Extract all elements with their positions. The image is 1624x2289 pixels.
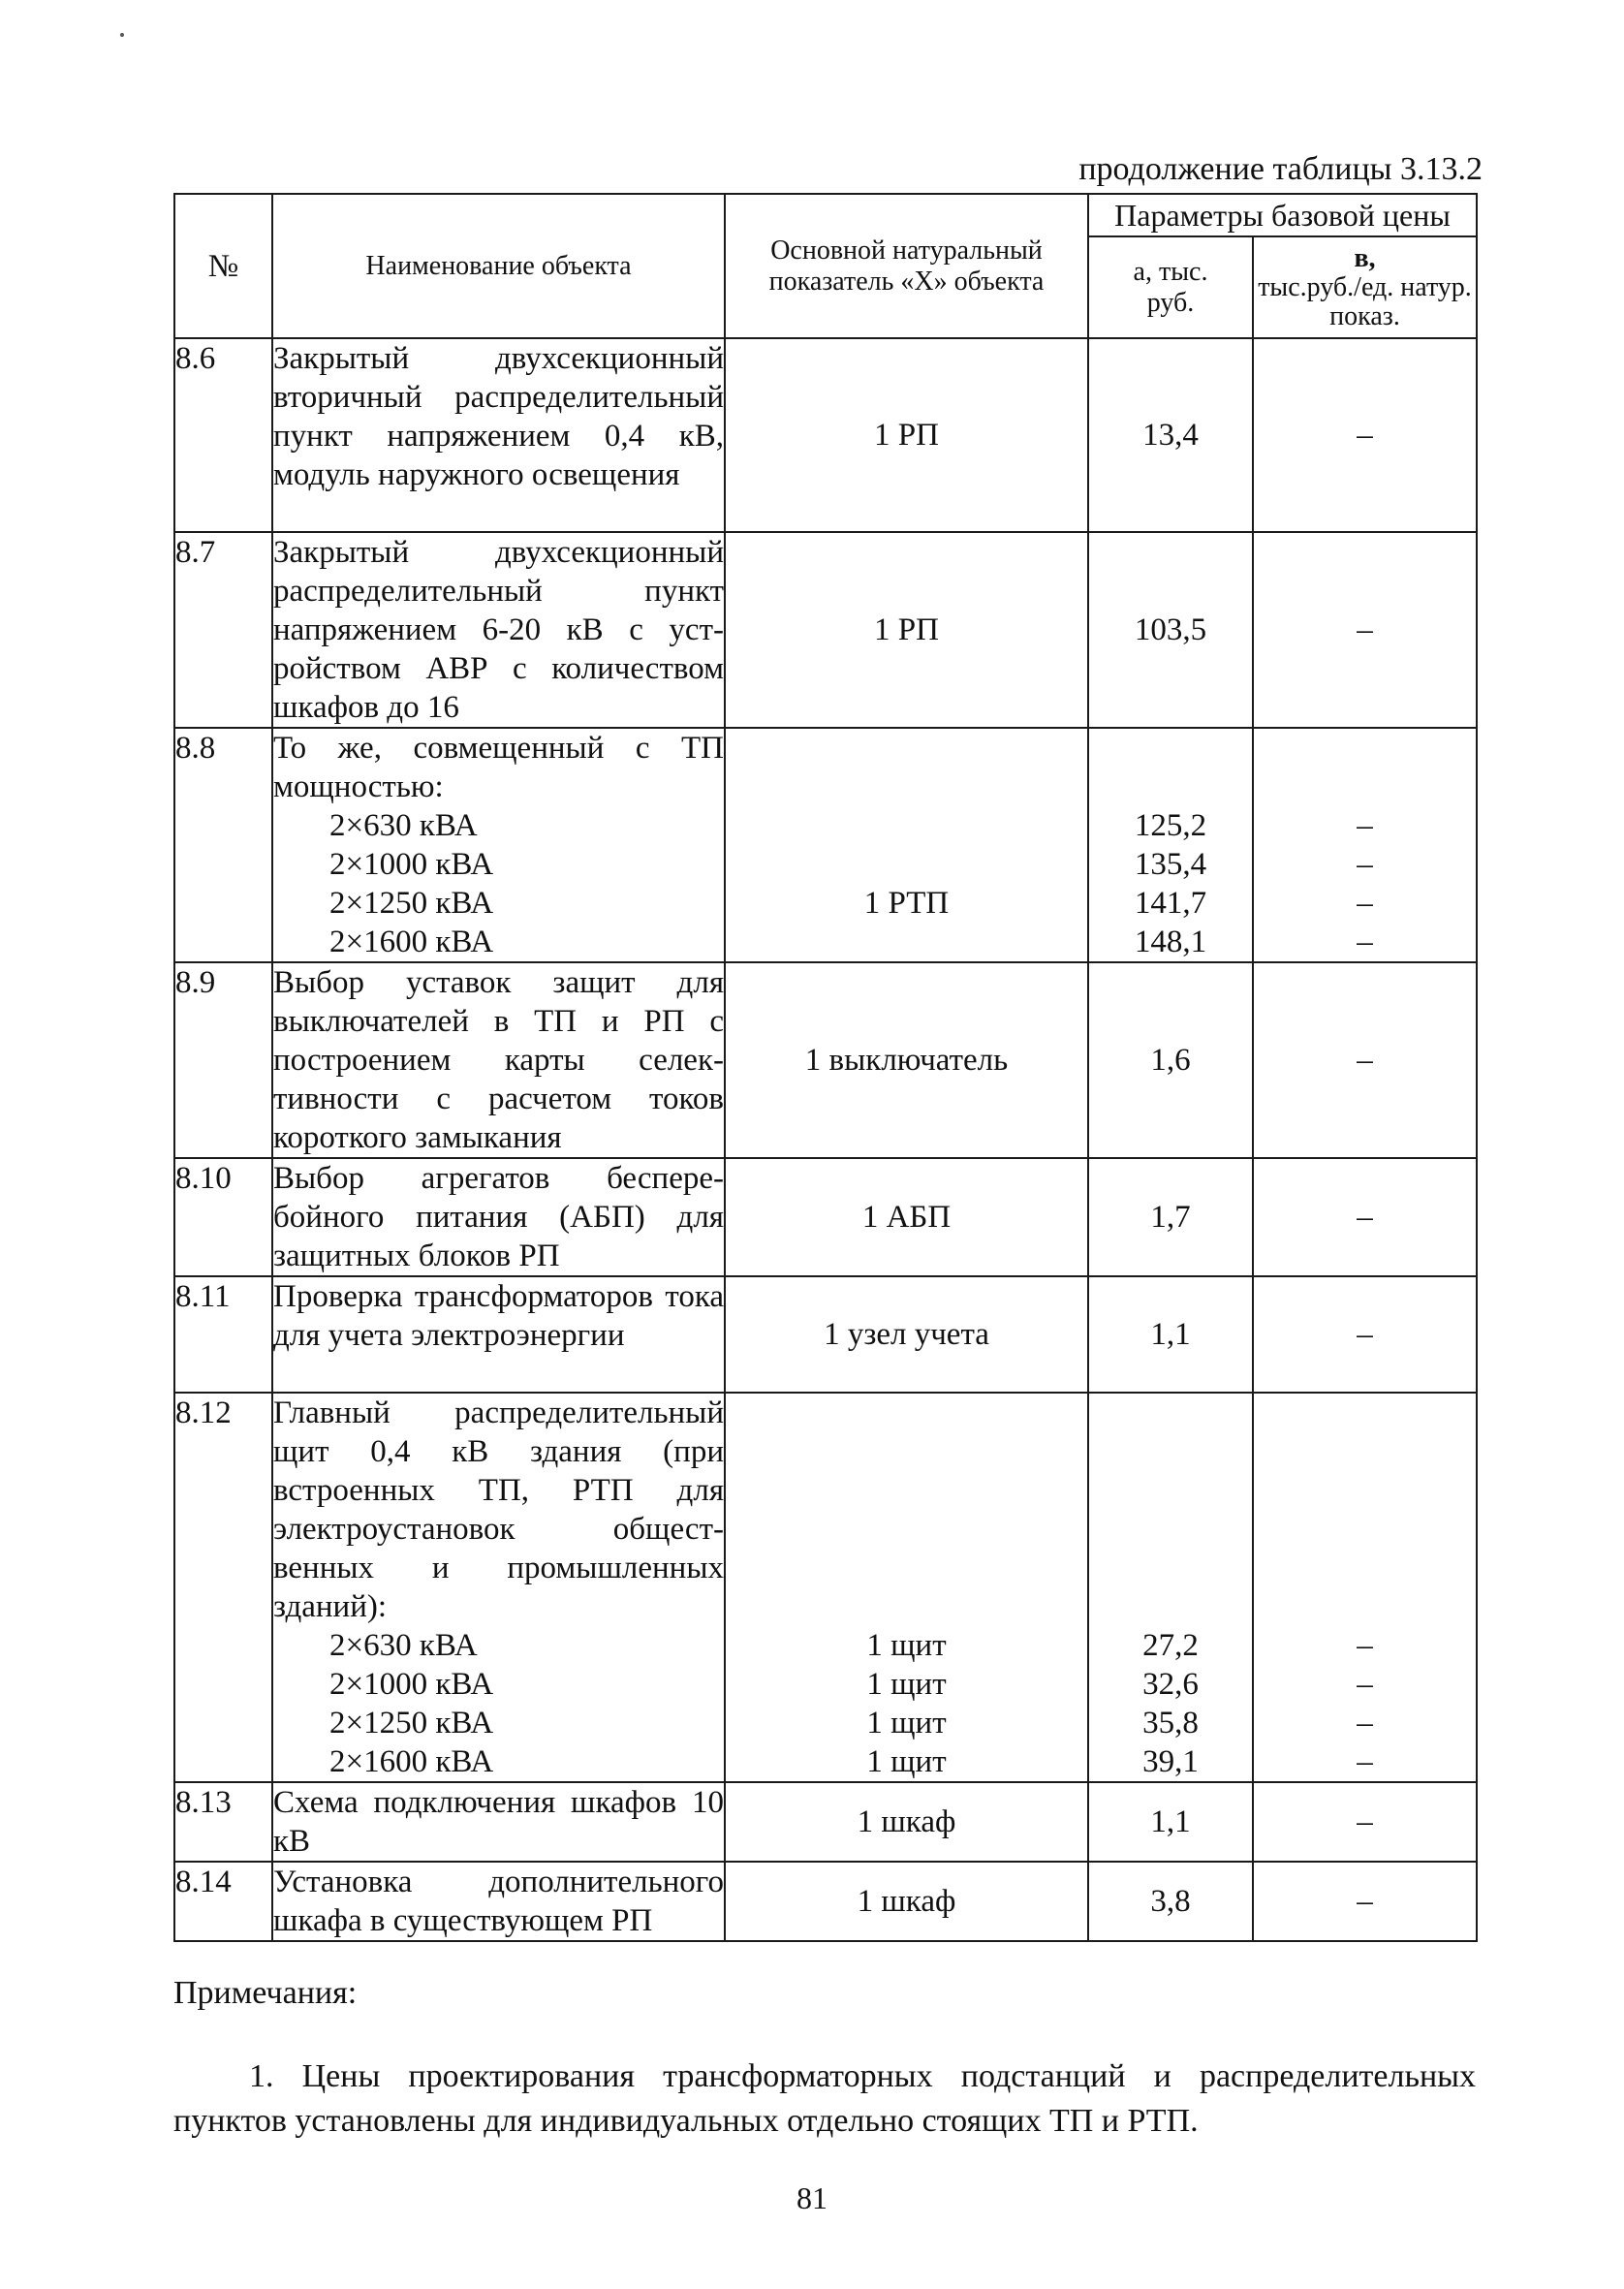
table-row (174, 728, 1477, 962)
table-row (174, 338, 1477, 532)
header-a: а, тыс. руб. (1088, 236, 1253, 338)
sub-item-a: 35,8 (1142, 1706, 1199, 1740)
row-indicator: 1 РП (725, 338, 1088, 532)
price-table (173, 193, 1478, 1942)
table-header (174, 194, 1477, 338)
sub-item-b: – (1357, 1706, 1373, 1740)
table-row (174, 1158, 1477, 1276)
row-indicator: 1 шкаф (725, 1782, 1088, 1862)
row-num: 8.13 (174, 1782, 272, 1862)
sub-item-indicator: 1 щит (866, 1628, 947, 1663)
sub-item-name: 2×630 кВА (329, 1628, 478, 1663)
table-row (174, 962, 1477, 1158)
sub-item-a: 148,1 (1134, 925, 1207, 959)
table-row (174, 532, 1477, 728)
sub-item-name: 2×1000 кВА (329, 847, 494, 882)
row-a: 3,8 (1088, 1862, 1253, 1941)
sub-item-a: 141,7 (1134, 886, 1207, 921)
sub-item-b: – (1357, 1744, 1373, 1779)
header-indicator: Основной натуральный показатель «Х» объекта (725, 194, 1088, 338)
sub-item-b: – (1357, 886, 1373, 921)
notes-title: Примечания: (173, 1975, 358, 2011)
row-b (1253, 728, 1477, 962)
sub-item-b: – (1357, 808, 1373, 843)
row-num: 8.10 (174, 1158, 272, 1276)
row-a: 103,5 (1088, 532, 1253, 728)
sub-item-a: 135,4 (1134, 847, 1207, 882)
row-name: Выбор агрегатов бесперебойного питания (АБП) для защитных блоков РП (272, 1158, 725, 1276)
sub-item-name: 2×1250 кВА (329, 1706, 494, 1740)
row-indicator: 1 узел учета (725, 1276, 1088, 1393)
row-b: – (1253, 1862, 1477, 1941)
sub-item-a: 27,2 (1142, 1628, 1199, 1663)
row-a: 13,4 (1088, 338, 1253, 532)
row-num: 8.7 (174, 532, 272, 728)
sub-item-name: 2×630 кВА (329, 808, 478, 843)
header-num: № (174, 194, 272, 338)
sub-item-name: 2×1250 кВА (329, 886, 494, 921)
row-b: – (1253, 1276, 1477, 1393)
row-name: Проверка трансформаторов тока для учета электроэнергии (272, 1276, 725, 1393)
header-b-sub: тыс.руб./ед. натур. показ. (1258, 271, 1472, 331)
row-name: Закрытый двухсекционный вторичный распределительный пункт напряжением 0,4 кВ, модуль наружного освещения (272, 338, 725, 532)
row-b: – (1253, 962, 1477, 1158)
row-num: 8.11 (174, 1276, 272, 1393)
header-name: Наименование объекта (272, 194, 725, 338)
sub-item-b: – (1357, 1628, 1373, 1663)
row-name: Закрытый двухсекционный распределительный пункт напряжением 6-20 кВ с устройством АВР с количеством шкафов до 16 (272, 532, 725, 728)
sub-item-indicator: 1 щит (866, 1744, 947, 1779)
row-name (272, 728, 725, 962)
header-params: Параметры базовой цены (1088, 194, 1477, 236)
table-body (174, 338, 1477, 1941)
table-row (174, 1862, 1477, 1941)
row-name (272, 1393, 725, 1782)
row-name: Установка дополнительного шкафа в существующем РП (272, 1862, 725, 1941)
row-b (1253, 1393, 1477, 1782)
row-a: 1,7 (1088, 1158, 1253, 1276)
row-b: – (1253, 338, 1477, 532)
row-a: 1,6 (1088, 962, 1253, 1158)
row-b: – (1253, 1782, 1477, 1862)
row-name-text: Главный распределительный щит 0,4 кВ здания (при встроенных ТП, РТП для электроустановок общественных и промышленных зданий): (273, 1395, 724, 1624)
sub-item-indicator: 1 щит (866, 1667, 947, 1702)
sub-item-name: 2×1600 кВА (329, 1744, 494, 1779)
row-a (1088, 1393, 1253, 1782)
table-caption: продолжение таблицы 3.13.2 (1078, 151, 1483, 187)
row-indicator: 1 РП (725, 532, 1088, 728)
row-a: 1,1 (1088, 1782, 1253, 1862)
row-num: 8.8 (174, 728, 272, 962)
sub-item-a: 125,2 (1134, 808, 1207, 843)
sub-item-a: 32,6 (1142, 1667, 1199, 1702)
sub-item-name: 2×1600 кВА (329, 925, 494, 959)
row-a: 1,1 (1088, 1276, 1253, 1393)
sub-item-name: 2×1000 кВА (329, 1667, 494, 1702)
table-row (174, 1276, 1477, 1393)
sub-item-a: 39,1 (1142, 1744, 1199, 1779)
row-num: 8.6 (174, 338, 272, 532)
row-indicator (725, 1393, 1088, 1782)
table-row (174, 1782, 1477, 1862)
row-indicator: 1 АБП (725, 1158, 1088, 1276)
header-b-title: в, (1354, 242, 1376, 273)
row-b: – (1253, 1158, 1477, 1276)
row-num: 8.14 (174, 1862, 272, 1941)
notes-section (173, 1971, 1476, 2144)
sub-item-b: – (1357, 847, 1373, 882)
row-b: – (1253, 532, 1477, 728)
sub-item-b: – (1357, 925, 1373, 959)
row-indicator: 1 выключатель (725, 962, 1088, 1158)
row-name-text: То же, совмещенный с ТП мощностью: (273, 731, 724, 804)
sub-item-indicator: 1 щит (866, 1706, 947, 1740)
sub-item-b: – (1357, 1667, 1373, 1702)
row-num: 8.9 (174, 962, 272, 1158)
row-name: Схема подключения шкафов 10 кВ (272, 1782, 725, 1862)
table-row (174, 1393, 1477, 1782)
page-number: 81 (796, 2180, 828, 2215)
row-name: Выбор уставок защит для выключателей в ТП и РП с построением карты селективности с расчетом токов короткого замыкания (272, 962, 725, 1158)
scan-speck (120, 33, 124, 37)
row-indicator: 1 шкаф (725, 1862, 1088, 1941)
row-a (1088, 728, 1253, 962)
header-b (1253, 236, 1477, 338)
row-indicator: 1 РТП (725, 728, 1088, 962)
row-num: 8.12 (174, 1393, 272, 1782)
note-item: 1. Цены проектирования трансформаторных подстанций и распределительных пунктов установлены для индивидуальных отдельно стоящих ТП и РТП. (173, 2058, 1476, 2139)
